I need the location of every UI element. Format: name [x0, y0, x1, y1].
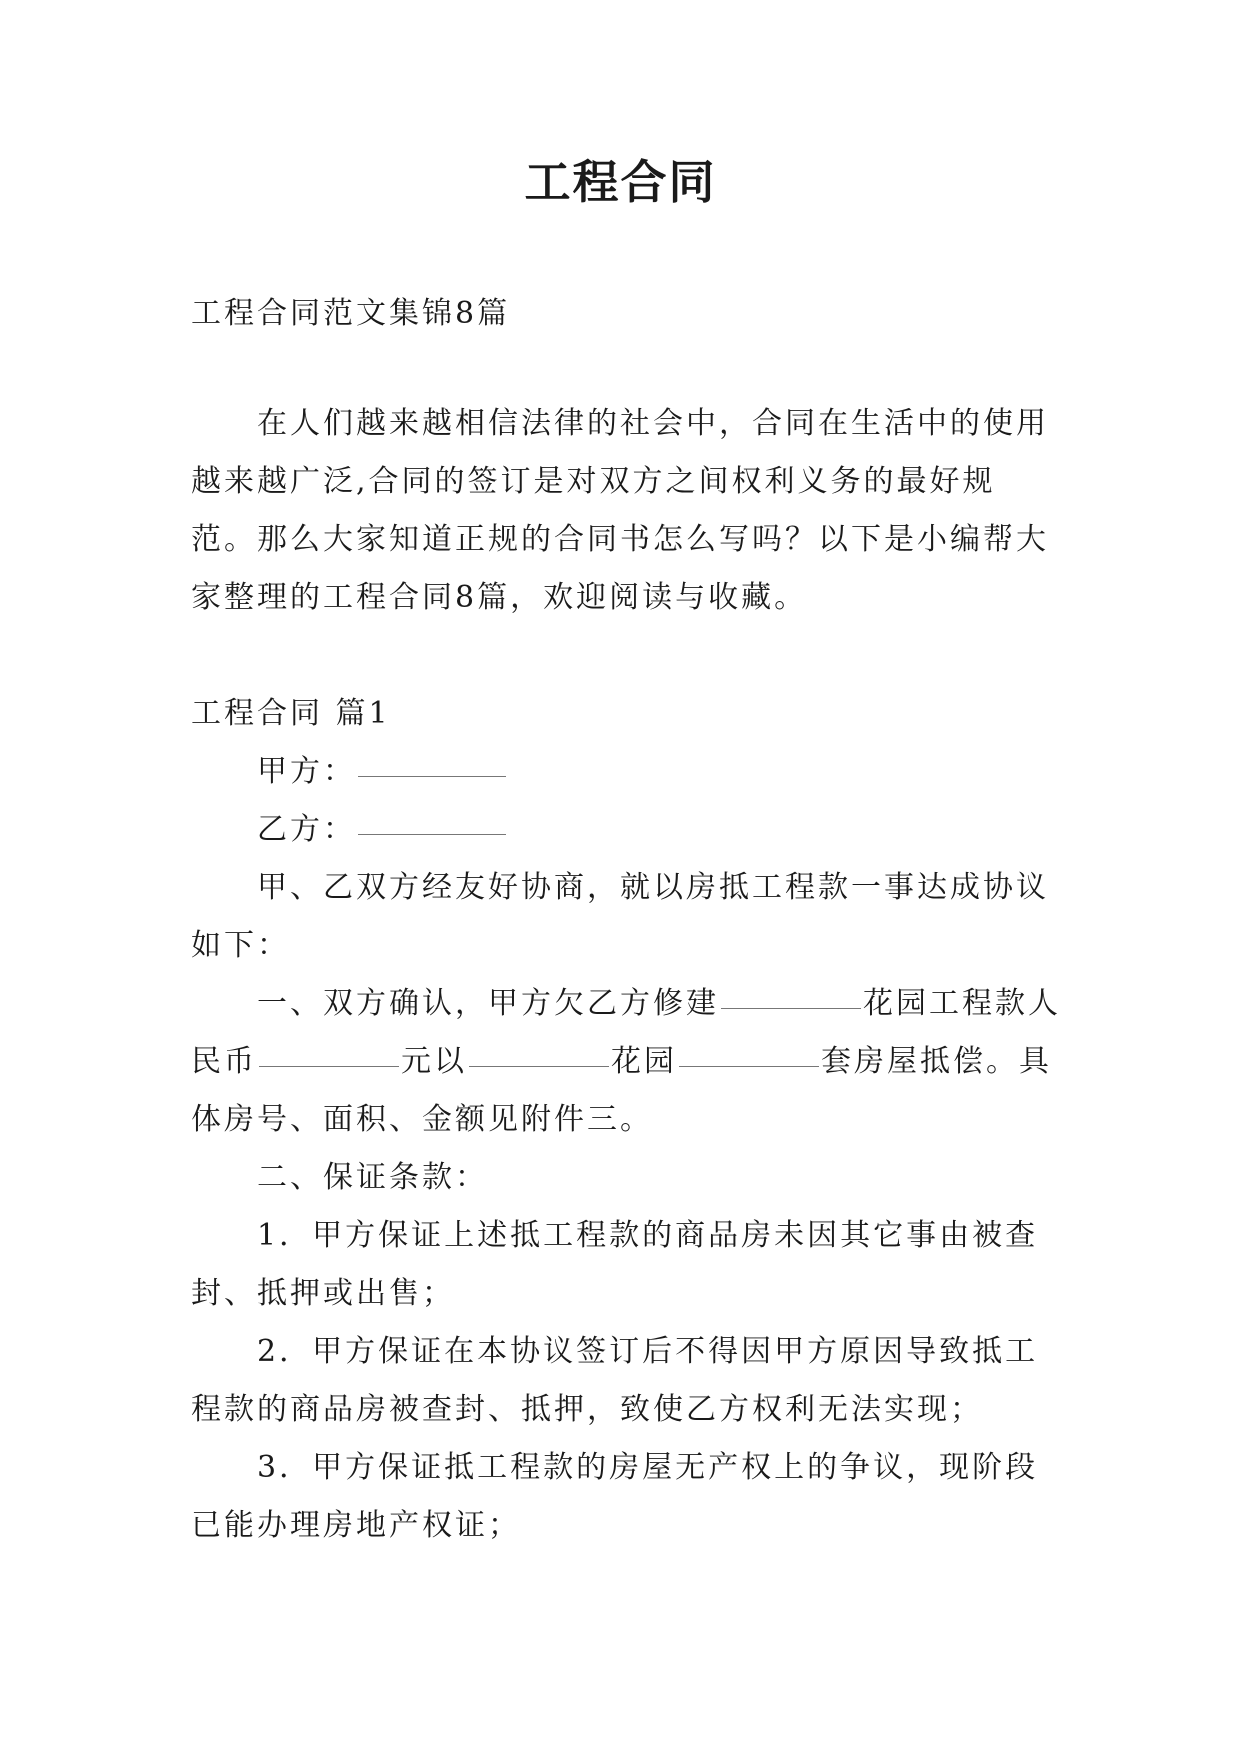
clause-1-text-a: 一、双方确认，甲方欠乙方修建	[257, 986, 719, 1021]
document-title: 工程合同	[524, 155, 717, 209]
intro-paragraph: 在人们越来越相信法律的社会中，合同在生活中的使用越来越广泛,合同的签订是对双方之间权利义务的最好规范。那么大家知道正规的合同书怎么写吗？以下是小编帮大家整理的工程合同8篇，欢迎阅读与收藏。	[191, 406, 1049, 615]
spacer	[191, 627, 1061, 685]
party-a-label: 甲方：	[257, 754, 356, 789]
clause-2-heading: 二、保证条款：	[257, 1160, 488, 1195]
document-subtitle: 工程合同范文集锦8篇	[191, 296, 511, 331]
party-b-label: 乙方：	[257, 812, 356, 847]
clause-1-text-d: 花园	[611, 1044, 677, 1079]
project-name-blank	[721, 1007, 861, 1009]
unit-count-blank	[679, 1065, 819, 1067]
party-b-line	[191, 801, 1061, 859]
amount-blank	[259, 1065, 399, 1067]
clause-1-text-b: 花园工程款人民币	[191, 986, 1061, 1079]
spacer	[191, 343, 1061, 395]
garden-name-blank	[469, 1065, 609, 1067]
party-a-line	[191, 743, 1061, 801]
clause-1-text-c: 元以	[401, 1044, 467, 1079]
document-body	[191, 285, 1061, 1555]
agreement-paragraph: 甲、乙双方经友好协商，就以房抵工程款一事达成协议如下：	[191, 870, 1049, 963]
guarantee-item-2: 2．甲方保证在本协议签订后不得因甲方原因导致抵工程款的商品房被查封、抵押，致使乙方权利无法实现；	[191, 1334, 1039, 1427]
clause-1-paragraph	[191, 975, 1061, 1149]
clause-1-text-e: 套房屋抵偿。具体房号、面积、金额见附件三。	[191, 1044, 1052, 1137]
guarantee-item-3: 3．甲方保证抵工程款的房屋无产权上的争议，现阶段已能办理房地产权证；	[191, 1450, 1039, 1543]
guarantee-item-1: 1．甲方保证上述抵工程款的商品房未因其它事由被查封、抵押或出售；	[191, 1218, 1039, 1311]
party-b-blank	[358, 833, 506, 835]
party-a-blank	[358, 775, 506, 777]
section-heading: 工程合同 篇1	[191, 696, 391, 731]
